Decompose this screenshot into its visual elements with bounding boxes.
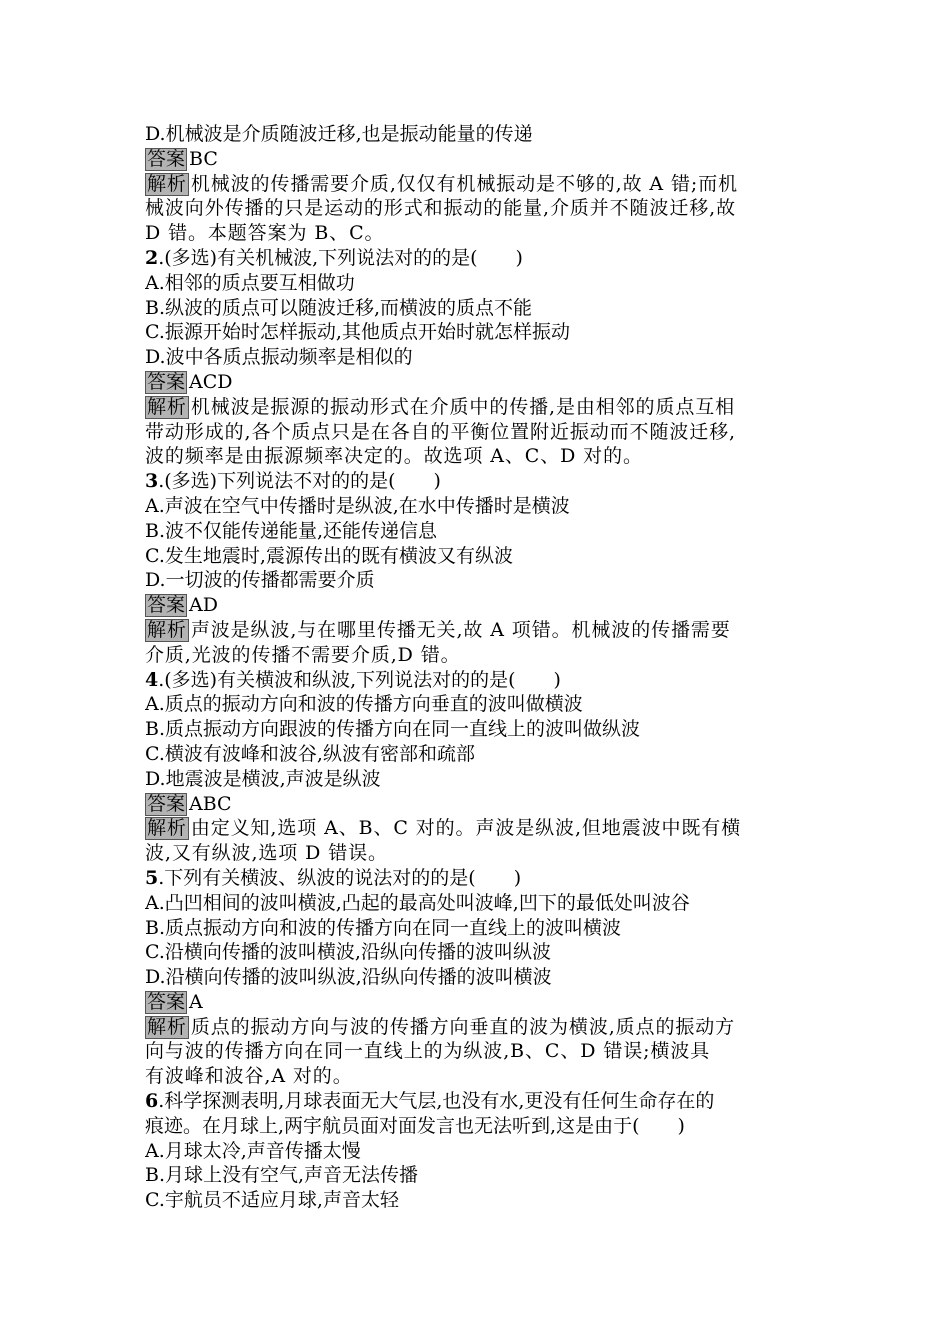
q1-analysis-line: D 错。本题答案为 B、C。 <box>145 222 385 245</box>
q3-analysis-line <box>145 618 810 643</box>
q5-option-b: B.质点振动方向和波的传播方向在同一直线上的波叫横波 <box>145 916 622 939</box>
q5-answer: A <box>189 990 203 1013</box>
q6-stem-cont: 痕迹。在月球上,两宇航员面对面发言也无法听到,这是由于( ) <box>145 1114 685 1137</box>
q4-analysis-text: 由定义知,选项 A、B、C 对的。声波是纵波,但地震波中既有横 <box>190 817 742 840</box>
q2-analysis-line: 带动形成的,各个质点只是在各自的平衡位置附近振动而不随波迁移, <box>145 420 736 443</box>
q4-analysis-line <box>145 816 810 841</box>
q5-option-c: C.沿横向传播的波叫横波,沿纵向传播的波叫纵波 <box>145 941 551 964</box>
q3-option-d: D.一切波的传播都需要介质 <box>145 569 375 592</box>
q1-answer: BC <box>189 147 218 170</box>
q2-analysis-text: 机械波是振源的振动形式在介质中的传播,是由相邻的质点互相 <box>190 395 736 418</box>
q5-analysis-line <box>145 1015 810 1040</box>
analysis-tag: 解析 <box>147 1015 187 1038</box>
q6-option-b: B.月球上没有空气,声音无法传播 <box>145 1164 419 1187</box>
q3-answer: AD <box>189 594 218 617</box>
q3-analysis-line: 介质,光波的传播不需要介质,D 错。 <box>145 643 461 666</box>
q4-answer-line <box>145 792 810 817</box>
q3-answer-line <box>145 593 810 618</box>
q1-option-d: D.机械波是介质随波迁移,也是振动能量的传递 <box>145 123 533 145</box>
question-number: 2 <box>145 246 159 269</box>
q4-stem <box>145 668 810 693</box>
q5-analysis-line: 向与波的传播方向在同一直线上的为纵波,B、C、D 错误;横波具 <box>145 1040 711 1063</box>
answer-tag: 答案 <box>147 990 186 1013</box>
analysis-tag: 解析 <box>147 618 187 641</box>
answer-tag: 答案 <box>147 594 186 617</box>
answer-tag: 答案 <box>147 370 186 393</box>
q5-option-a: A.凸凹相间的波叫横波,凸起的最高处叫波峰,凹下的最低处叫波谷 <box>145 891 690 914</box>
q2-answer: ACD <box>189 370 233 393</box>
question-text: .科学探测表明,月球表面无大气层,也没有水,更没有任何生命存在的 <box>158 1090 715 1113</box>
q3-option-b: B.波不仅能传递能量,还能传递信息 <box>145 519 438 542</box>
question-text: .下列有关横波、纵波的说法对的的是( ) <box>158 866 522 889</box>
question-text: .(多选)有关机械波,下列说法对的的是( ) <box>158 246 523 269</box>
q2-stem <box>145 246 810 271</box>
analysis-tag: 解析 <box>147 395 187 418</box>
question-number: 5 <box>145 866 159 889</box>
question-number: 3 <box>145 470 159 493</box>
answer-tag: 答案 <box>147 147 186 170</box>
analysis-tag: 解析 <box>147 817 187 840</box>
q1-analysis-text: 机械波的传播需要介质,仅仅有机械振动是不够的,故 A 错;而机 <box>190 172 738 195</box>
q6-stem <box>145 1089 810 1114</box>
q4-option-d: D.地震波是横波,声波是纵波 <box>145 767 381 790</box>
q1-analysis-line <box>145 172 810 197</box>
q3-option-a: A.声波在空气中传播时是纵波,在水中传播时是横波 <box>145 494 570 517</box>
answer-tag: 答案 <box>147 792 186 815</box>
q2-analysis-line <box>145 395 810 420</box>
q2-option-b: B.纵波的质点可以随波迁移,而横波的质点不能 <box>145 296 533 319</box>
q6-option-c: C.宇航员不适应月球,声音太轻 <box>145 1189 399 1212</box>
q5-option-d: D.沿横向传播的波叫纵波,沿纵向传播的波叫横波 <box>145 966 552 989</box>
analysis-tag: 解析 <box>147 172 187 195</box>
q1-answer-line <box>145 147 810 172</box>
q3-stem <box>145 469 810 494</box>
question-number: 6 <box>145 1090 159 1113</box>
question-text: .(多选)下列说法不对的的是( ) <box>158 470 441 493</box>
q1-analysis-line: 械波向外传播的只是运动的形式和振动的能量,介质并不随波迁移,故 <box>145 197 736 220</box>
q5-analysis-line: 有波峰和波谷,A 对的。 <box>145 1065 353 1088</box>
question-number: 4 <box>145 668 159 691</box>
q4-option-c: C.横波有波峰和波谷,纵波有密部和疏部 <box>145 742 475 765</box>
q2-option-c: C.振源开始时怎样振动,其他质点开始时就怎样振动 <box>145 321 570 344</box>
q5-stem <box>145 866 810 891</box>
q3-option-c: C.发生地震时,震源传出的既有横波又有纵波 <box>145 544 513 567</box>
q5-analysis-text: 质点的振动方向与波的传播方向垂直的波为横波,质点的振动方 <box>190 1015 736 1038</box>
q2-answer-line <box>145 370 810 395</box>
document-page <box>145 122 810 1213</box>
question-text: .(多选)有关横波和纵波,下列说法对的的是( ) <box>158 668 561 691</box>
q2-analysis-line: 波的频率是由振源频率决定的。故选项 A、C、D 对的。 <box>145 445 643 468</box>
q5-answer-line <box>145 990 810 1015</box>
q6-option-a: A.月球太冷,声音传播太慢 <box>145 1139 361 1162</box>
q4-option-a: A.质点的振动方向和波的传播方向垂直的波叫做横波 <box>145 693 583 716</box>
q4-answer: ABC <box>189 792 232 815</box>
q4-option-b: B.质点振动方向跟波的传播方向在同一直线上的波叫做纵波 <box>145 718 641 741</box>
q4-analysis-line: 波,又有纵波,选项 D 错误。 <box>145 842 388 865</box>
q3-analysis-text: 声波是纵波,与在哪里传播无关,故 A 项错。机械波的传播需要 <box>190 618 731 641</box>
q2-option-d: D.波中各质点振动频率是相似的 <box>145 346 413 369</box>
q2-option-a: A.相邻的质点要互相做功 <box>145 271 355 294</box>
